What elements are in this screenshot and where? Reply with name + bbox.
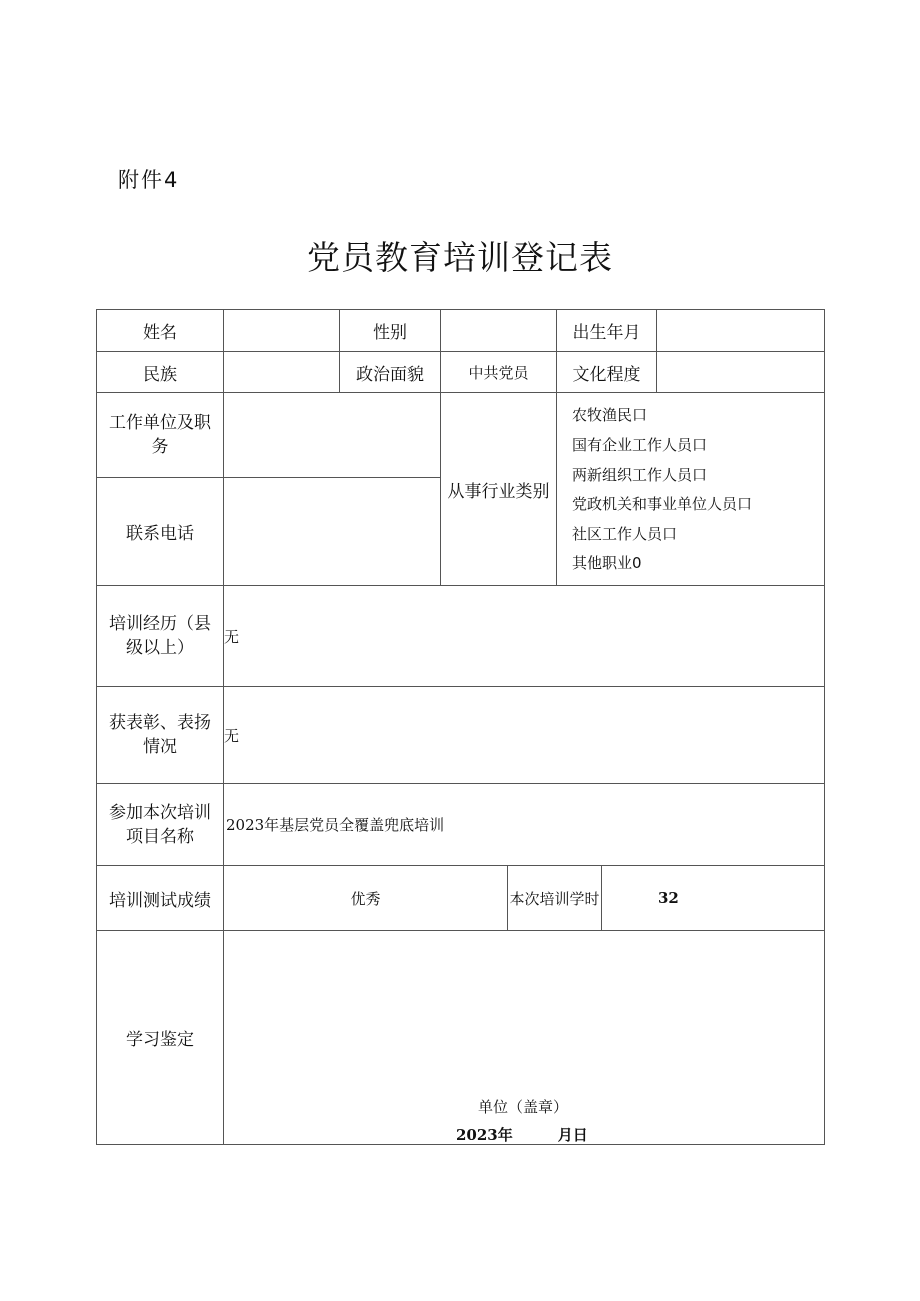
appraisal-label: 学习鉴定	[126, 1030, 194, 1050]
industry-option[interactable]: 党政机关和事业单位人员口	[572, 495, 753, 513]
name-field[interactable]	[224, 310, 339, 351]
attachment-label: 附件4	[118, 168, 180, 192]
form-title: 党员教育培训登记表	[307, 238, 613, 277]
industry-option[interactable]: 社区工作人员口	[572, 525, 678, 543]
date-label: 2023年 月日	[456, 1126, 588, 1144]
industry-option[interactable]: 农牧渔民口	[572, 406, 648, 424]
phone-field[interactable]	[224, 478, 440, 585]
training-history-label: 培训经历（县级以上）	[109, 614, 211, 658]
score-field[interactable]: 优秀	[350, 889, 381, 908]
birth-field[interactable]	[657, 310, 824, 351]
project-field[interactable]: 2023年基层党员全覆盖兜底培训	[226, 816, 445, 834]
industry-option[interactable]: 国有企业工作人员口	[572, 436, 708, 454]
awards-field[interactable]: 无	[224, 726, 240, 745]
gender-label: 性别	[373, 323, 407, 343]
education-label: 文化程度	[572, 364, 641, 385]
workplace-label: 工作单位及职务	[109, 413, 211, 457]
hours-label: 本次培训学时	[509, 889, 600, 908]
gender-field[interactable]	[441, 310, 556, 351]
industry-option[interactable]: 其他职业0	[572, 554, 642, 572]
name-label: 姓名	[143, 323, 177, 343]
political-label: 政治面貌	[356, 364, 424, 385]
industry-option[interactable]: 两新组织工作人员口	[572, 466, 708, 484]
awards-label: 获表彰、表扬情况	[109, 713, 211, 757]
project-label: 参加本次培训项目名称	[109, 802, 211, 847]
workplace-field[interactable]	[224, 393, 440, 477]
score-label: 培训测试成绩	[109, 890, 211, 911]
training-history-field[interactable]: 无	[224, 627, 240, 646]
ethnicity-label: 民族	[143, 364, 177, 385]
phone-label: 联系电话	[126, 524, 194, 544]
industry-label: 从事行业类别	[447, 481, 550, 502]
birth-label: 出生年月	[572, 323, 641, 343]
stamp-label: 单位（盖章）	[478, 1098, 569, 1116]
ethnicity-field[interactable]	[224, 352, 339, 392]
hours-field[interactable]: 32	[658, 889, 679, 907]
education-field[interactable]	[657, 352, 824, 392]
political-field[interactable]: 中共党员	[468, 363, 529, 382]
